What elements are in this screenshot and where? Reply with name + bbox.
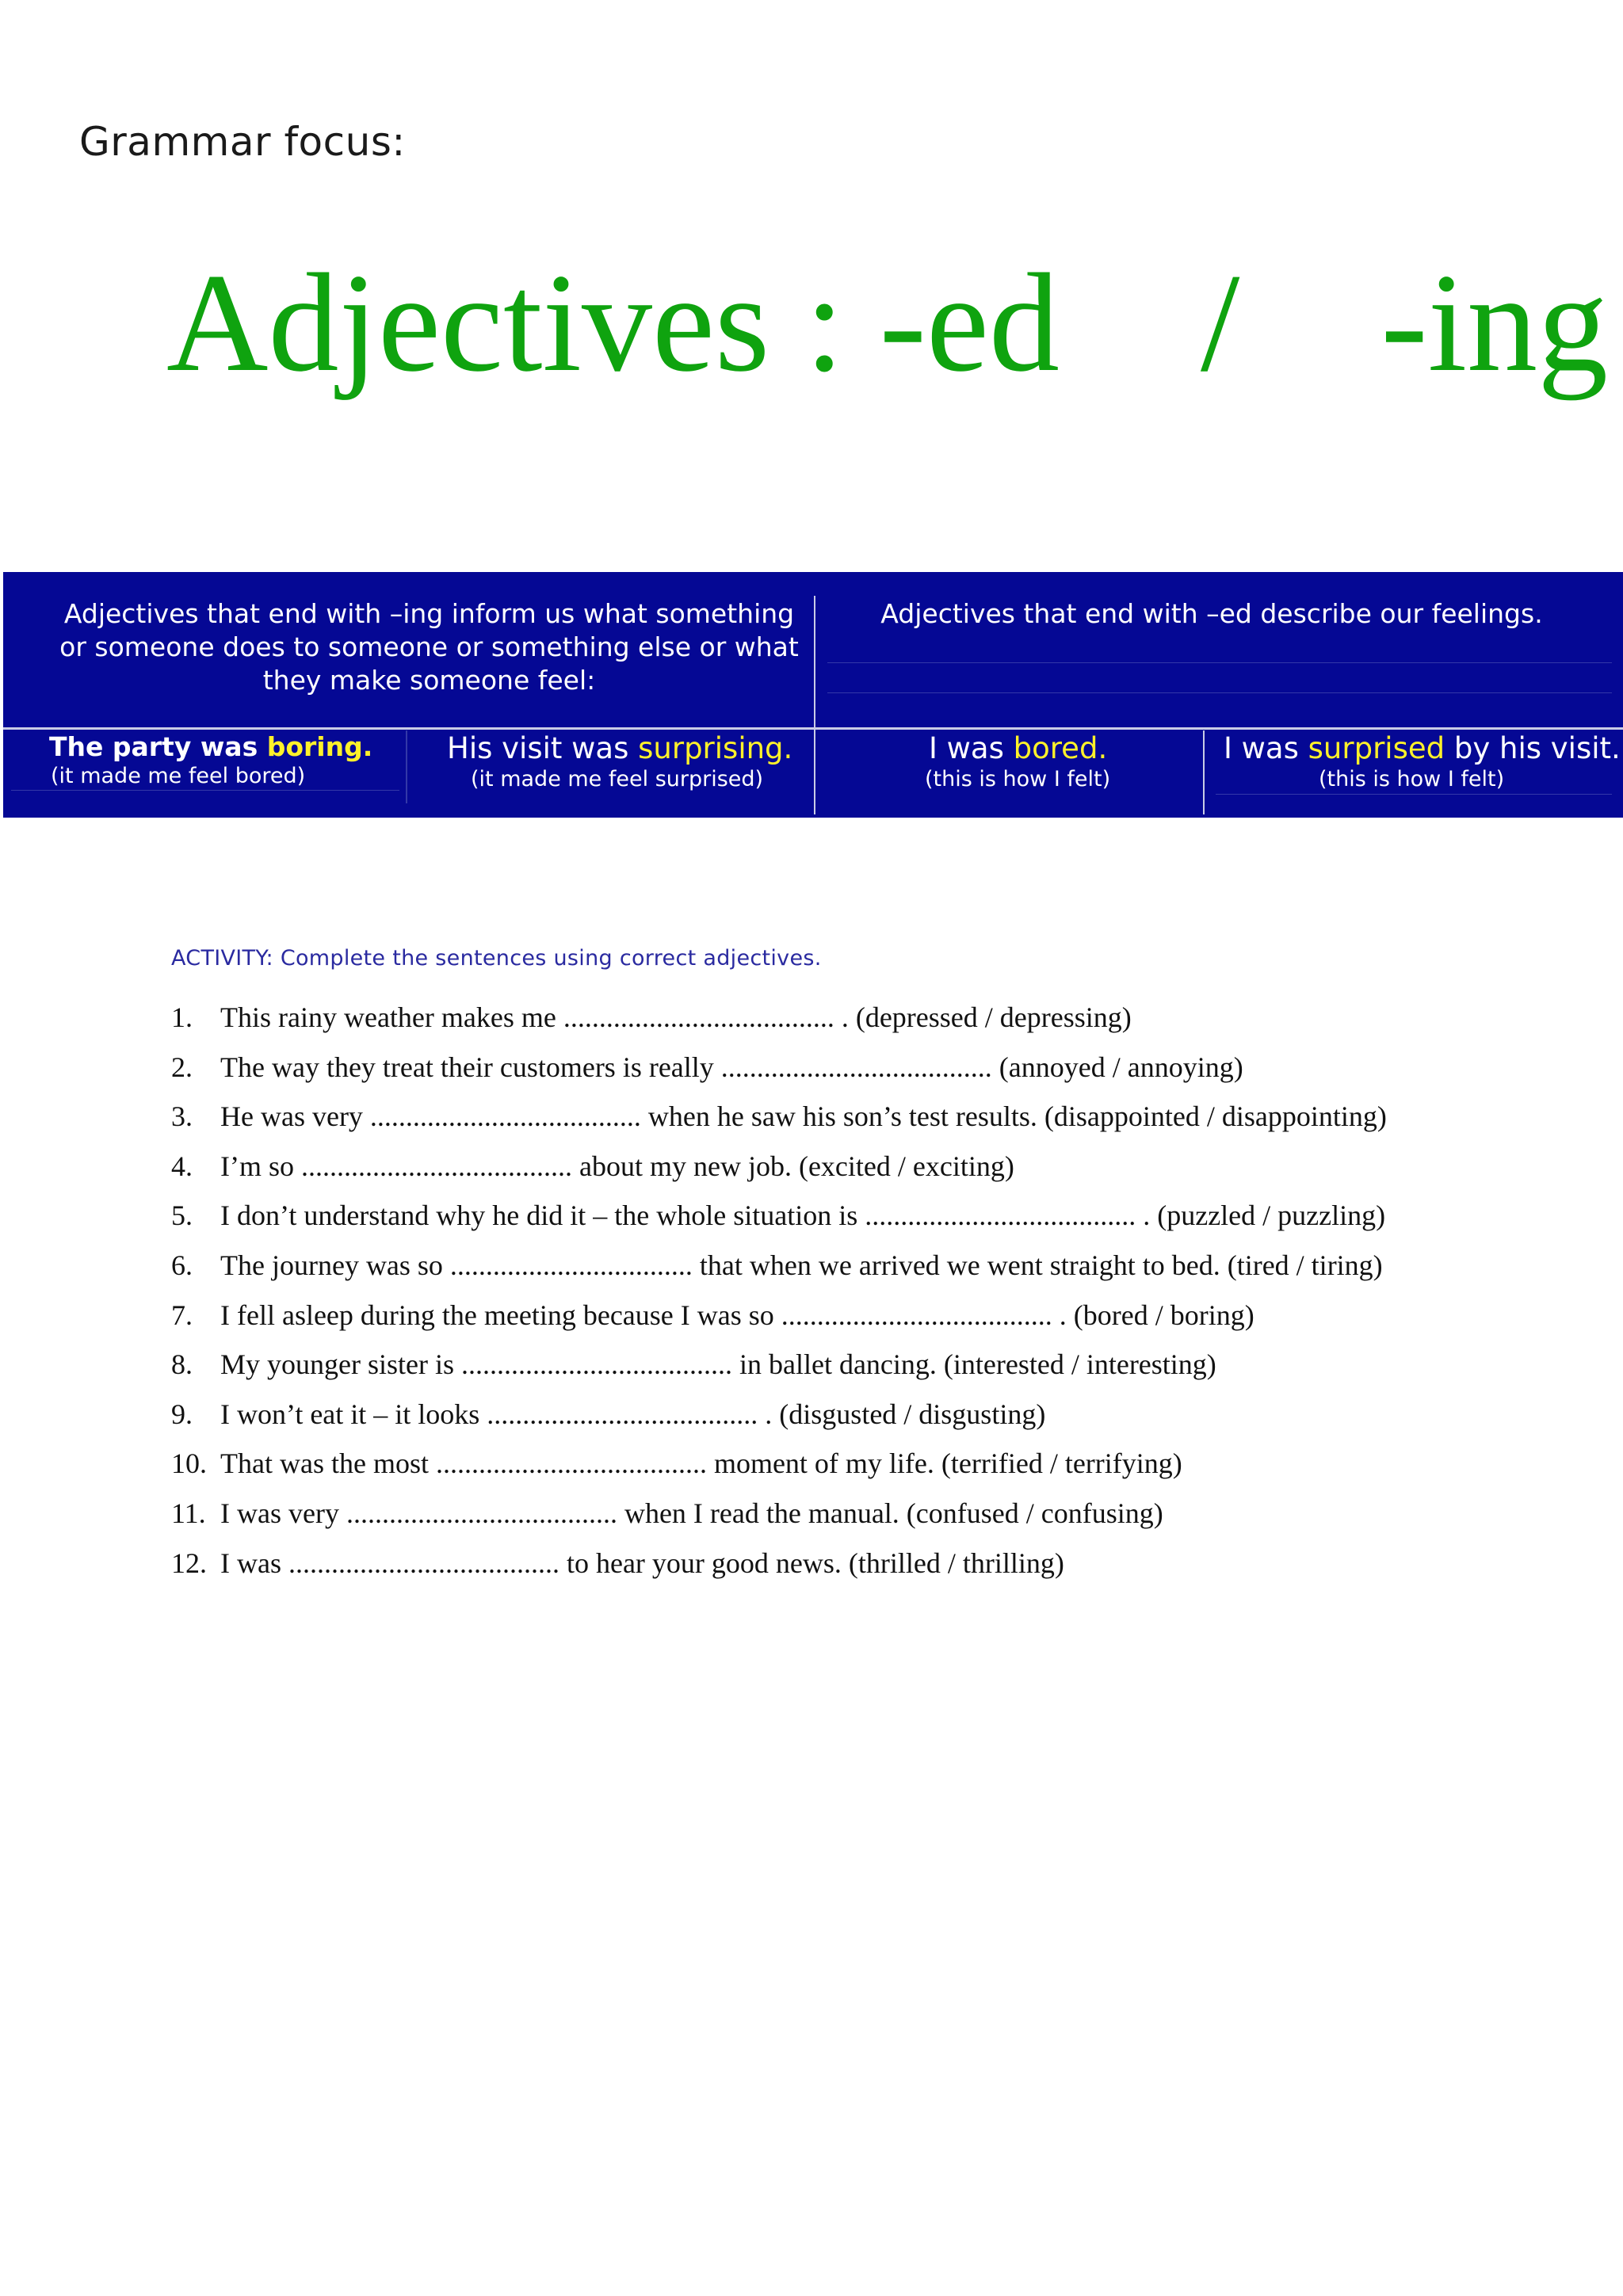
item-number: 12. — [171, 1547, 207, 1579]
list-item — [171, 1340, 1387, 1390]
list-item — [171, 1092, 1387, 1142]
list-item — [171, 1043, 1387, 1093]
list-item — [171, 1489, 1387, 1539]
item-text: I was ...................................... to hear your good news. (thrilled / thrilling) — [220, 1547, 1064, 1579]
banner-guide-line — [827, 662, 1612, 663]
example-highlight: surprised — [1308, 731, 1445, 765]
item-text: I don’t understand why he did it – the whole situation is ...................................... . (puzzled / puzzling) — [220, 1199, 1386, 1232]
example-ed-1 — [929, 732, 1107, 765]
example-punct: . — [362, 731, 373, 762]
item-text: This rainy weather makes me ...................................... . (depressed / depressing) — [220, 1001, 1132, 1033]
example-ed-2 — [1224, 732, 1621, 765]
item-number: 5. — [171, 1199, 193, 1232]
item-number: 4. — [171, 1150, 193, 1182]
example-highlight: surprising — [638, 731, 784, 765]
banner-guide-line — [1216, 794, 1612, 795]
activity-instruction: ACTIVITY: Complete the sentences using correct adjectives. — [171, 946, 822, 971]
list-item — [171, 1191, 1387, 1241]
item-number: 9. — [171, 1398, 193, 1430]
explanation-banner — [3, 572, 1623, 818]
list-item — [171, 1439, 1387, 1489]
example-ing-2-note: (it made me feel surprised) — [471, 767, 764, 791]
example-tail: by his visit. — [1445, 731, 1621, 765]
item-text: The way they treat their customers is really ...................................... (annoyed / annoying) — [220, 1051, 1243, 1083]
grammar-focus-label: Grammar focus: — [79, 119, 406, 165]
item-text: That was the most ...................................... moment of my life. (terrified / terrifying) — [220, 1447, 1182, 1480]
example-ing-2 — [447, 732, 792, 765]
item-number: 6. — [171, 1249, 193, 1281]
example-highlight: bored — [1013, 731, 1098, 765]
example-ing-1 — [49, 730, 372, 764]
example-text: I was — [929, 731, 1014, 765]
item-text: I’m so ...................................... about my new job. (excited / exciting) — [220, 1150, 1014, 1182]
item-number: 10. — [171, 1447, 207, 1480]
list-item — [171, 1291, 1387, 1341]
item-number: 3. — [171, 1100, 193, 1133]
ed-description: Adjectives that end with –ed describe our feelings. — [880, 598, 1543, 629]
list-item — [171, 993, 1387, 1043]
item-text: He was very ...................................... when he saw his son’s test results. (disappointed / disappointing) — [220, 1100, 1387, 1133]
example-highlight: boring — [266, 731, 363, 762]
item-text: The journey was so .................................. that when we arrived we went straight to bed. (tired / tiring) — [220, 1249, 1383, 1281]
item-number: 2. — [171, 1051, 193, 1083]
exercise-list — [171, 993, 1387, 1588]
item-number: 11. — [171, 1497, 206, 1529]
example-punct: . — [1098, 731, 1108, 765]
item-text: My younger sister is ...................................... in ballet dancing. (interested / interesting) — [220, 1348, 1216, 1381]
list-item — [171, 1390, 1387, 1440]
item-number: 8. — [171, 1348, 193, 1381]
list-item — [171, 1142, 1387, 1192]
banner-column-divider — [814, 596, 815, 814]
list-item — [171, 1241, 1387, 1291]
page-title: Adjectives : -ed / -ing — [166, 244, 1609, 401]
item-text: I won’t eat it – it looks ...................................... . (disgusted / disgusting) — [220, 1398, 1046, 1430]
item-number: 1. — [171, 1001, 193, 1033]
banner-example-divider-left — [406, 730, 407, 803]
example-text: The party was — [49, 731, 267, 762]
example-ed-2-note: (this is how I felt) — [1319, 767, 1505, 791]
banner-guide-line — [827, 692, 1612, 693]
list-item — [171, 1539, 1387, 1589]
banner-row-divider — [3, 727, 1623, 730]
item-text: I fell asleep during the meeting because I was so ...................................... . (bored / boring) — [220, 1299, 1254, 1331]
example-punct: . — [783, 731, 793, 765]
example-text: His visit was — [447, 731, 639, 765]
item-number: 7. — [171, 1299, 193, 1331]
example-ed-1-note: (this is how I felt) — [925, 767, 1111, 791]
item-text: I was very ...................................... when I read the manual. (confused / confusing) — [220, 1497, 1163, 1529]
example-text: I was — [1224, 731, 1308, 765]
example-ing-1-note: (it made me feel bored) — [51, 764, 306, 788]
banner-example-divider-right — [1203, 730, 1205, 814]
ing-description: Adjectives that end with –ing inform us what something or someone does to someone or something else or what they make someone feel: — [59, 598, 799, 696]
banner-guide-line — [11, 790, 399, 791]
